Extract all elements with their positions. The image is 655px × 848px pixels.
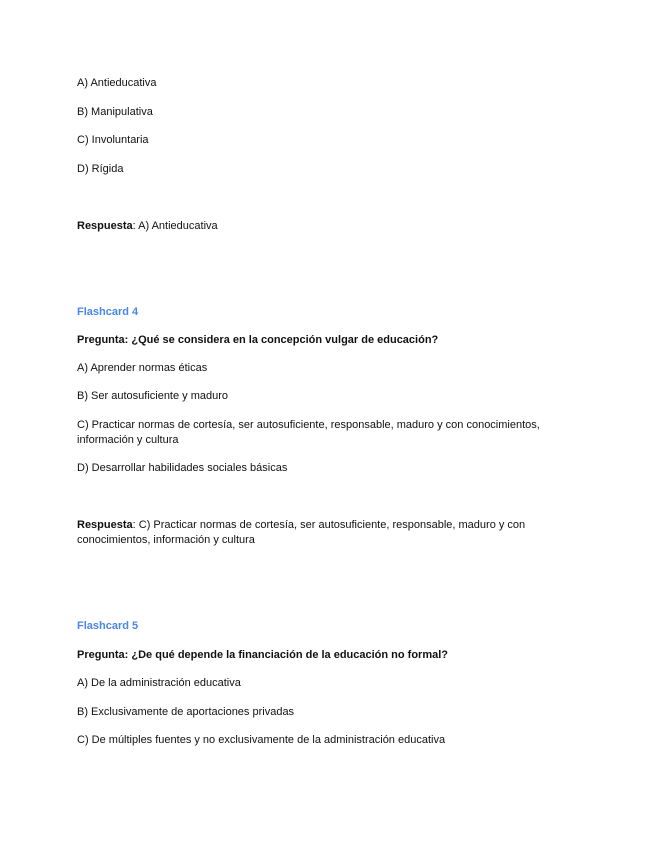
card3-option-a: A) Antieducativa (77, 77, 157, 89)
card3-option-d: D) Rígida (77, 163, 124, 175)
card3-option-b: B) Manipulativa (77, 106, 153, 118)
card5-heading: Flashcard 5 (77, 620, 139, 632)
card4-option-b: B) Ser autosuficiente y maduro (77, 390, 229, 402)
card4-answer-text: : C) Practicar normas de cortesía, ser autosuficiente, responsable, maduro y con conocimientos, información y cultura (77, 519, 526, 546)
card3-answer (77, 219, 218, 234)
card3-option-c: C) Involuntaria (77, 134, 149, 146)
card5-option-a: A) De la administración educativa (77, 677, 241, 689)
card5-question: Pregunta: ¿De qué depende la financiación de la educación no formal? (77, 649, 449, 661)
card4-heading: Flashcard 4 (77, 306, 139, 318)
card4-question: Pregunta: ¿Qué se considera en la concepción vulgar de educación? (77, 334, 439, 346)
card4-answer-label: Respuesta (77, 519, 133, 531)
card4-answer (77, 518, 577, 548)
card3-answer-label: Respuesta (77, 220, 133, 232)
card4-option-a: A) Aprender normas éticas (77, 362, 208, 374)
card5-option-b: B) Exclusivamente de aportaciones privadas (77, 706, 295, 718)
card4-option-d: D) Desarrollar habilidades sociales básicas (77, 462, 288, 474)
card5-option-c: C) De múltiples fuentes y no exclusivamente de la administración educativa (77, 734, 446, 746)
card3-answer-text: : A) Antieducativa (132, 220, 218, 232)
card4-option-c: C) Practicar normas de cortesía, ser autosuficiente, responsable, maduro y con conocimientos, información y cultura (77, 419, 540, 446)
